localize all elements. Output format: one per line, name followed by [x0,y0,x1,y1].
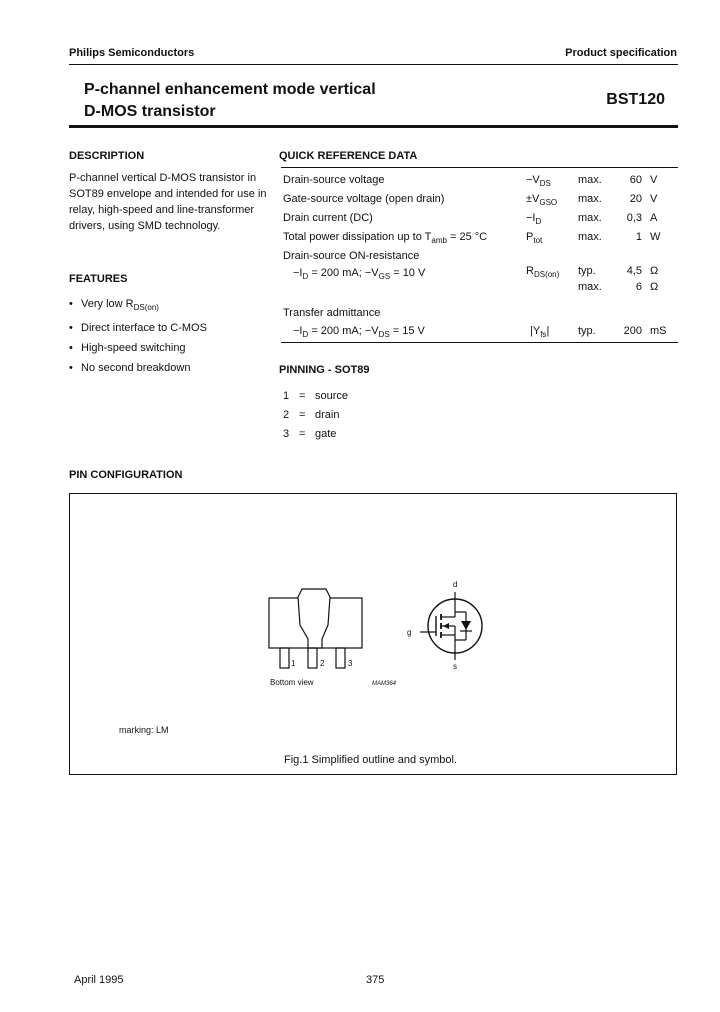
pin-row: 1 = source [283,390,349,402]
features-list [69,294,207,378]
qr-unit: V [650,174,658,186]
pinning-list [283,387,348,444]
qr-condition: typ. [578,325,596,337]
description-heading: DESCRIPTION [69,150,145,162]
qr-value: 20 [629,193,642,205]
qr-value: 4,5 [626,265,642,277]
qr-unit: Ω [650,281,659,293]
qr-condition-text: $-I_D = 200$ mA; $-V_{GS} = 10$ V [293,267,426,282]
feature-item: • High-speed switching [69,342,186,355]
footer-date: April 1995 [74,974,124,986]
header-rule [69,64,678,65]
pin-configuration-heading: PIN CONFIGURATION [69,469,183,481]
page-title [84,79,376,123]
feature-item: • No second breakdown [69,362,191,375]
qr-param: Gate-source voltage (open drain) [283,193,445,205]
quick-reference-heading: QUICK REFERENCE DATA [279,150,418,162]
document-type: Product specification [565,47,677,59]
quick-reference-rule [281,167,678,168]
drawing-code: MAM364 [372,681,397,687]
qr-unit: V [650,193,658,205]
company-name: Philips Semiconductors [69,47,195,59]
qr-condition: max. [578,174,602,186]
qr-symbol: $-I_D$ [526,212,542,227]
qr-condition: max. [578,212,602,224]
qr-value: 200 [623,325,642,337]
quick-reference-bottom-rule [281,342,678,343]
qr-condition: max. [578,281,602,293]
qr-param: Drain-source voltage [283,174,385,186]
qr-condition: typ. [578,265,596,277]
pin-row: 2 = drain [283,409,340,421]
mosfet-symbol-icon [410,588,490,668]
qr-condition: max. [578,231,602,243]
qr-condition-text: $-I_D = 200$ mA; $-V_{DS} = 15$ V [293,325,425,340]
symbol-drain-label: d [453,580,458,589]
pin-label-3: 3 [348,659,353,668]
qr-condition: max. [578,193,602,205]
symbol-gate-label: g [407,628,412,637]
pin-label-2: 2 [320,659,325,668]
symbol-source-label: s [453,662,457,671]
pinning-heading: PINNING - SOT89 [279,364,370,376]
qr-param: Transfer admittance [283,307,381,319]
qr-symbol: $-V_{DS}$ [526,174,551,189]
qr-unit: Ω [650,265,659,277]
pin-row: 3 = gate [283,428,337,440]
qr-symbol: $P_{tot}$ [526,231,543,246]
qr-symbol: $\pm V_{GSO}$ [526,193,558,208]
feature-item: • Very low $R_{DS(on)}$ [69,298,159,313]
qr-symbol: $R_{DS(on)}$ [526,265,560,280]
qr-param: Drain current (DC) [283,212,373,224]
qr-symbol: $|Y_{fs}|$ [530,325,550,340]
title-line-1: P-channel enhancement mode vertical [84,81,376,98]
qr-param: Total power dissipation up to $T_{amb} = 25$ °C [283,231,488,246]
qr-param: Drain-source ON-resistance [283,250,420,262]
feature-item: • Direct interface to C-MOS [69,322,207,335]
title-rule [69,125,678,128]
qr-value: 0,3 [626,212,642,224]
description-text: P-channel vertical D-MOS transistor in SOT89 envelope and intended for use in relay, high-speed and line-transformer drivers, using SMD technology. [69,172,267,232]
qr-value: 60 [629,174,642,186]
pin-label-1: 1 [291,659,296,668]
bottom-view-label: Bottom view [270,678,314,687]
figure-caption: Fig.1 Simplified outline and symbol. [284,754,458,766]
qr-unit: A [650,212,658,224]
qr-unit: W [650,231,661,243]
sot89-outline-drawing [262,585,372,675]
marking-code: marking: LM [119,725,169,735]
qr-value: 1 [635,231,642,243]
title-line-2: D-MOS transistor [84,103,216,120]
qr-value: 6 [635,281,642,293]
part-number: BST120 [606,91,665,108]
page-number: 375 [366,974,385,986]
features-heading: FEATURES [69,273,128,285]
qr-unit: mS [650,325,667,337]
